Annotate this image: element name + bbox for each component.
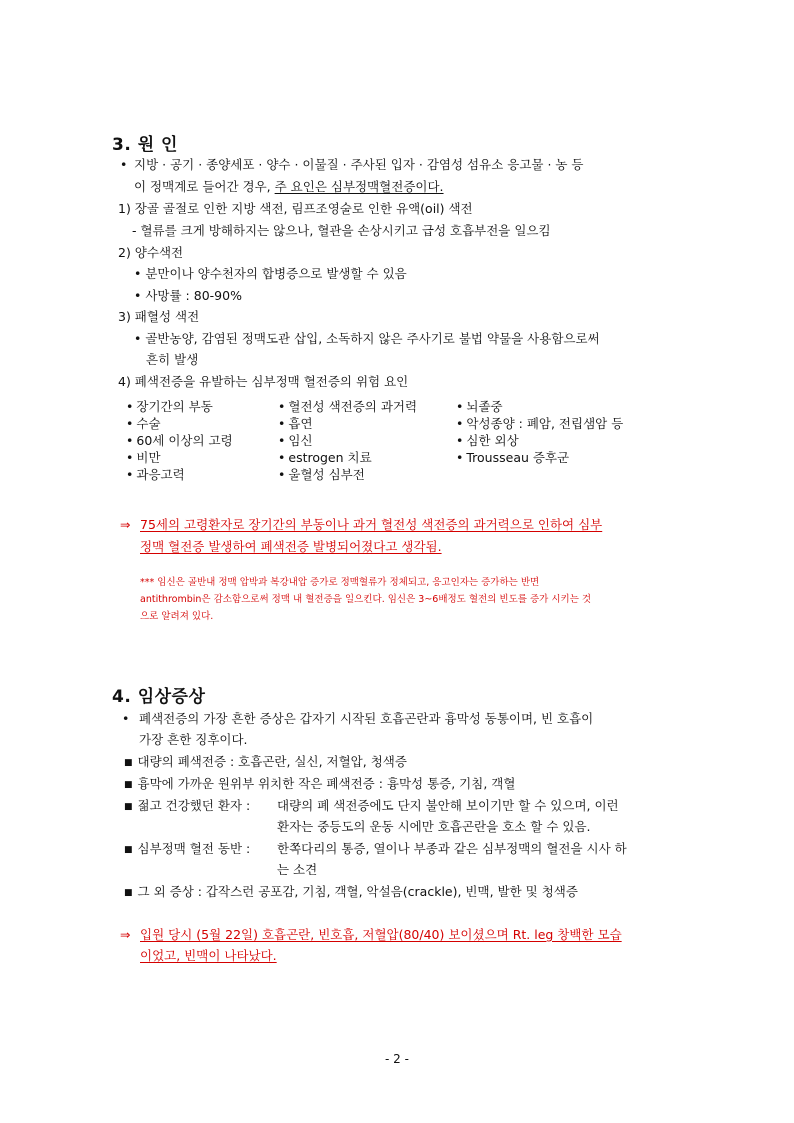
risk-factor-bullet: •: [126, 416, 134, 431]
risk-factors-column-1: [126, 398, 233, 483]
intro-line-2-prefix: 이 정맥계로 들어간 경우,: [134, 179, 275, 194]
risk-factor-item: [278, 466, 417, 483]
intro-bullet: •: [120, 157, 128, 172]
pregnancy-note-line-2: antithrombin은 감소함으로써 정맥 내 혈전증을 일으킨다. 임신은 3~6배정도 혈전의 빈도를 증가 시키는 것: [140, 594, 592, 605]
risk-factor-bullet: •: [126, 433, 134, 448]
risk-factor-bullet: •: [278, 450, 286, 465]
conclusion-4-line-1: 입원 당시 (5월 22일) 호흡곤란, 빈호흡, 저혈압(80/40) 보이셨으며 Rt. leg 창백한 모습: [140, 927, 622, 942]
risk-factor-bullet: •: [126, 399, 134, 414]
intro-line-2: [134, 178, 444, 196]
risk-factor-bullet: •: [278, 399, 286, 414]
risk-factor-label: 혈전성 색전증의 과거력: [288, 399, 418, 414]
symptom-5-line-2: 는 소견: [277, 862, 318, 877]
risk-factor-label: Trousseau 증후군: [466, 450, 570, 465]
risk-factor-label: 악성종양 : 폐암, 전립샘암 등: [466, 416, 624, 431]
risk-factors-column-2: [278, 398, 417, 483]
risk-factor-label: 비만: [136, 450, 161, 465]
conclusion-3-line-2: 정맥 혈전증 발생하여 폐색전증 발병되어졌다고 생각됨.: [140, 539, 442, 554]
risk-factor-label: 흡연: [288, 416, 313, 431]
conclusion-arrow-3: ⇒: [120, 517, 131, 532]
risk-factor-item: [278, 449, 417, 466]
risk-factor-bullet: •: [456, 416, 464, 431]
risk-factor-item: [456, 415, 623, 432]
page-number: - 2 -: [385, 1052, 409, 1066]
risk-factor-bullet: •: [456, 433, 464, 448]
risk-factor-bullet: •: [278, 416, 286, 431]
section-4-title: 4. 임상증상: [112, 687, 206, 707]
cause-item-3: 3) 패혈성 색전: [118, 309, 200, 324]
risk-factor-label: estrogen 치료: [288, 450, 372, 465]
cause-item-3-detail-line-1: • 골반농양, 감염된 정맥도관 삽입, 소독하지 않은 주사기로 불법 약물을 사용함으로써: [134, 331, 600, 346]
risk-factor-item: [456, 398, 623, 415]
symptom-2: ■ 대량의 폐색전증 : 호흡곤란, 실신, 저혈압, 청색증: [124, 754, 407, 769]
risk-factor-bullet: •: [126, 467, 134, 482]
risk-factor-item: [126, 415, 233, 432]
symptom-3: ■ 흉막에 가까운 원위부 위치한 작은 폐색전증 : 흉막성 통증, 기침, 객혈: [124, 776, 516, 791]
risk-factor-bullet: •: [456, 450, 464, 465]
conclusion-4-line-2: 이었고, 빈맥이 나타났다.: [140, 948, 277, 963]
risk-factor-item: [278, 415, 417, 432]
conclusion-3-line-1: 75세의 고령환자로 장기간의 부동이나 과거 혈전성 색전증의 과거력으로 인하여 심부: [140, 517, 603, 532]
risk-factor-bullet: •: [126, 450, 134, 465]
risk-factor-item: [126, 398, 233, 415]
symptom-1-line-2: 가장 흔한 징후이다.: [139, 732, 248, 747]
section-3-title: 3. 원 인: [112, 135, 178, 155]
risk-factor-label: 장기간의 부동: [136, 399, 213, 414]
risk-factor-item: [126, 466, 233, 483]
risk-factor-label: 수술: [136, 416, 161, 431]
pregnancy-note-line-3: 으로 알려져 있다.: [140, 611, 214, 622]
risk-factor-item: [126, 432, 233, 449]
symptom-5-label: ■ 심부정맥 혈전 동반 :: [124, 841, 251, 856]
risk-factor-item: [278, 432, 417, 449]
intro-line-2-emphasis: 주 요인은 심부정맥혈전증이다.: [274, 179, 444, 194]
symptom-5-line-1: 한쪽다리의 통증, 열이나 부종과 같은 심부정맥의 혈전을 시사 하: [277, 841, 627, 856]
risk-factor-label: 60세 이상의 고령: [136, 433, 233, 448]
cause-item-2: 2) 양수색전: [118, 245, 184, 260]
pregnancy-note-line-1: *** 임신은 골반내 정맥 압박과 복강내압 증가로 정맥혈류가 정체되고, 응고인자는 증가하는 반면: [140, 577, 540, 588]
symptom-1-bullet: •: [122, 711, 130, 726]
symptom-4-line-1: 대량의 폐 색전증에도 단지 불안해 보이기만 할 수 있으며, 이런: [277, 798, 619, 813]
risk-factor-label: 임신: [288, 433, 313, 448]
cause-item-1-detail: - 혈류를 크게 방해하지는 않으나, 혈관을 손상시키고 급성 호흡부전을 일으킴: [132, 223, 551, 238]
symptom-1-line-1: 폐색전증의 가장 흔한 증상은 갑자기 시작된 호흡곤란과 흉막성 동통이며, 빈 호흡이: [139, 711, 594, 726]
risk-factor-label: 과응고력: [136, 467, 185, 482]
symptom-6: ■ 그 외 증상 : 갑작스런 공포감, 기침, 객혈, 악설음(crackle), 빈맥, 발한 및 청색증: [124, 884, 578, 899]
cause-item-2-detail-1: • 분만이나 양수천자의 합병증으로 발생할 수 있음: [134, 266, 407, 281]
risk-factor-label: 심한 외상: [466, 433, 519, 448]
risk-factor-item: [456, 449, 623, 466]
risk-factor-label: 뇌졸중: [466, 399, 503, 414]
cause-item-1: 1) 장골 골절로 인한 지방 색전, 림프조영술로 인한 유액(oil) 색전: [118, 201, 473, 216]
risk-factor-item: [456, 432, 623, 449]
risk-factor-item: [278, 398, 417, 415]
risk-factor-item: [126, 449, 233, 466]
risk-factors-column-3: [456, 398, 623, 466]
cause-item-2-detail-2: • 사망률 : 80-90%: [134, 288, 242, 303]
symptom-4-label: ■ 젊고 건강했던 환자 :: [124, 798, 251, 813]
symptom-4-line-2: 환자는 중등도의 운동 시에만 호흡곤란을 호소 할 수 있음.: [277, 819, 591, 834]
intro-line-1: 지방 · 공기 · 종양세포 · 양수 · 이물질 · 주사된 입자 · 감염성 섬유소 응고물 · 농 등: [134, 157, 584, 172]
conclusion-arrow-4: ⇒: [120, 927, 131, 942]
risk-factor-bullet: •: [456, 399, 464, 414]
risk-factor-bullet: •: [278, 433, 286, 448]
risk-factor-label: 울혈성 심부전: [288, 467, 365, 482]
risk-factor-bullet: •: [278, 467, 286, 482]
cause-item-3-detail-line-2: 흔히 발생: [146, 352, 199, 367]
cause-item-4: 4) 폐색전증을 유발하는 심부정맥 혈전증의 위험 요인: [118, 374, 409, 389]
